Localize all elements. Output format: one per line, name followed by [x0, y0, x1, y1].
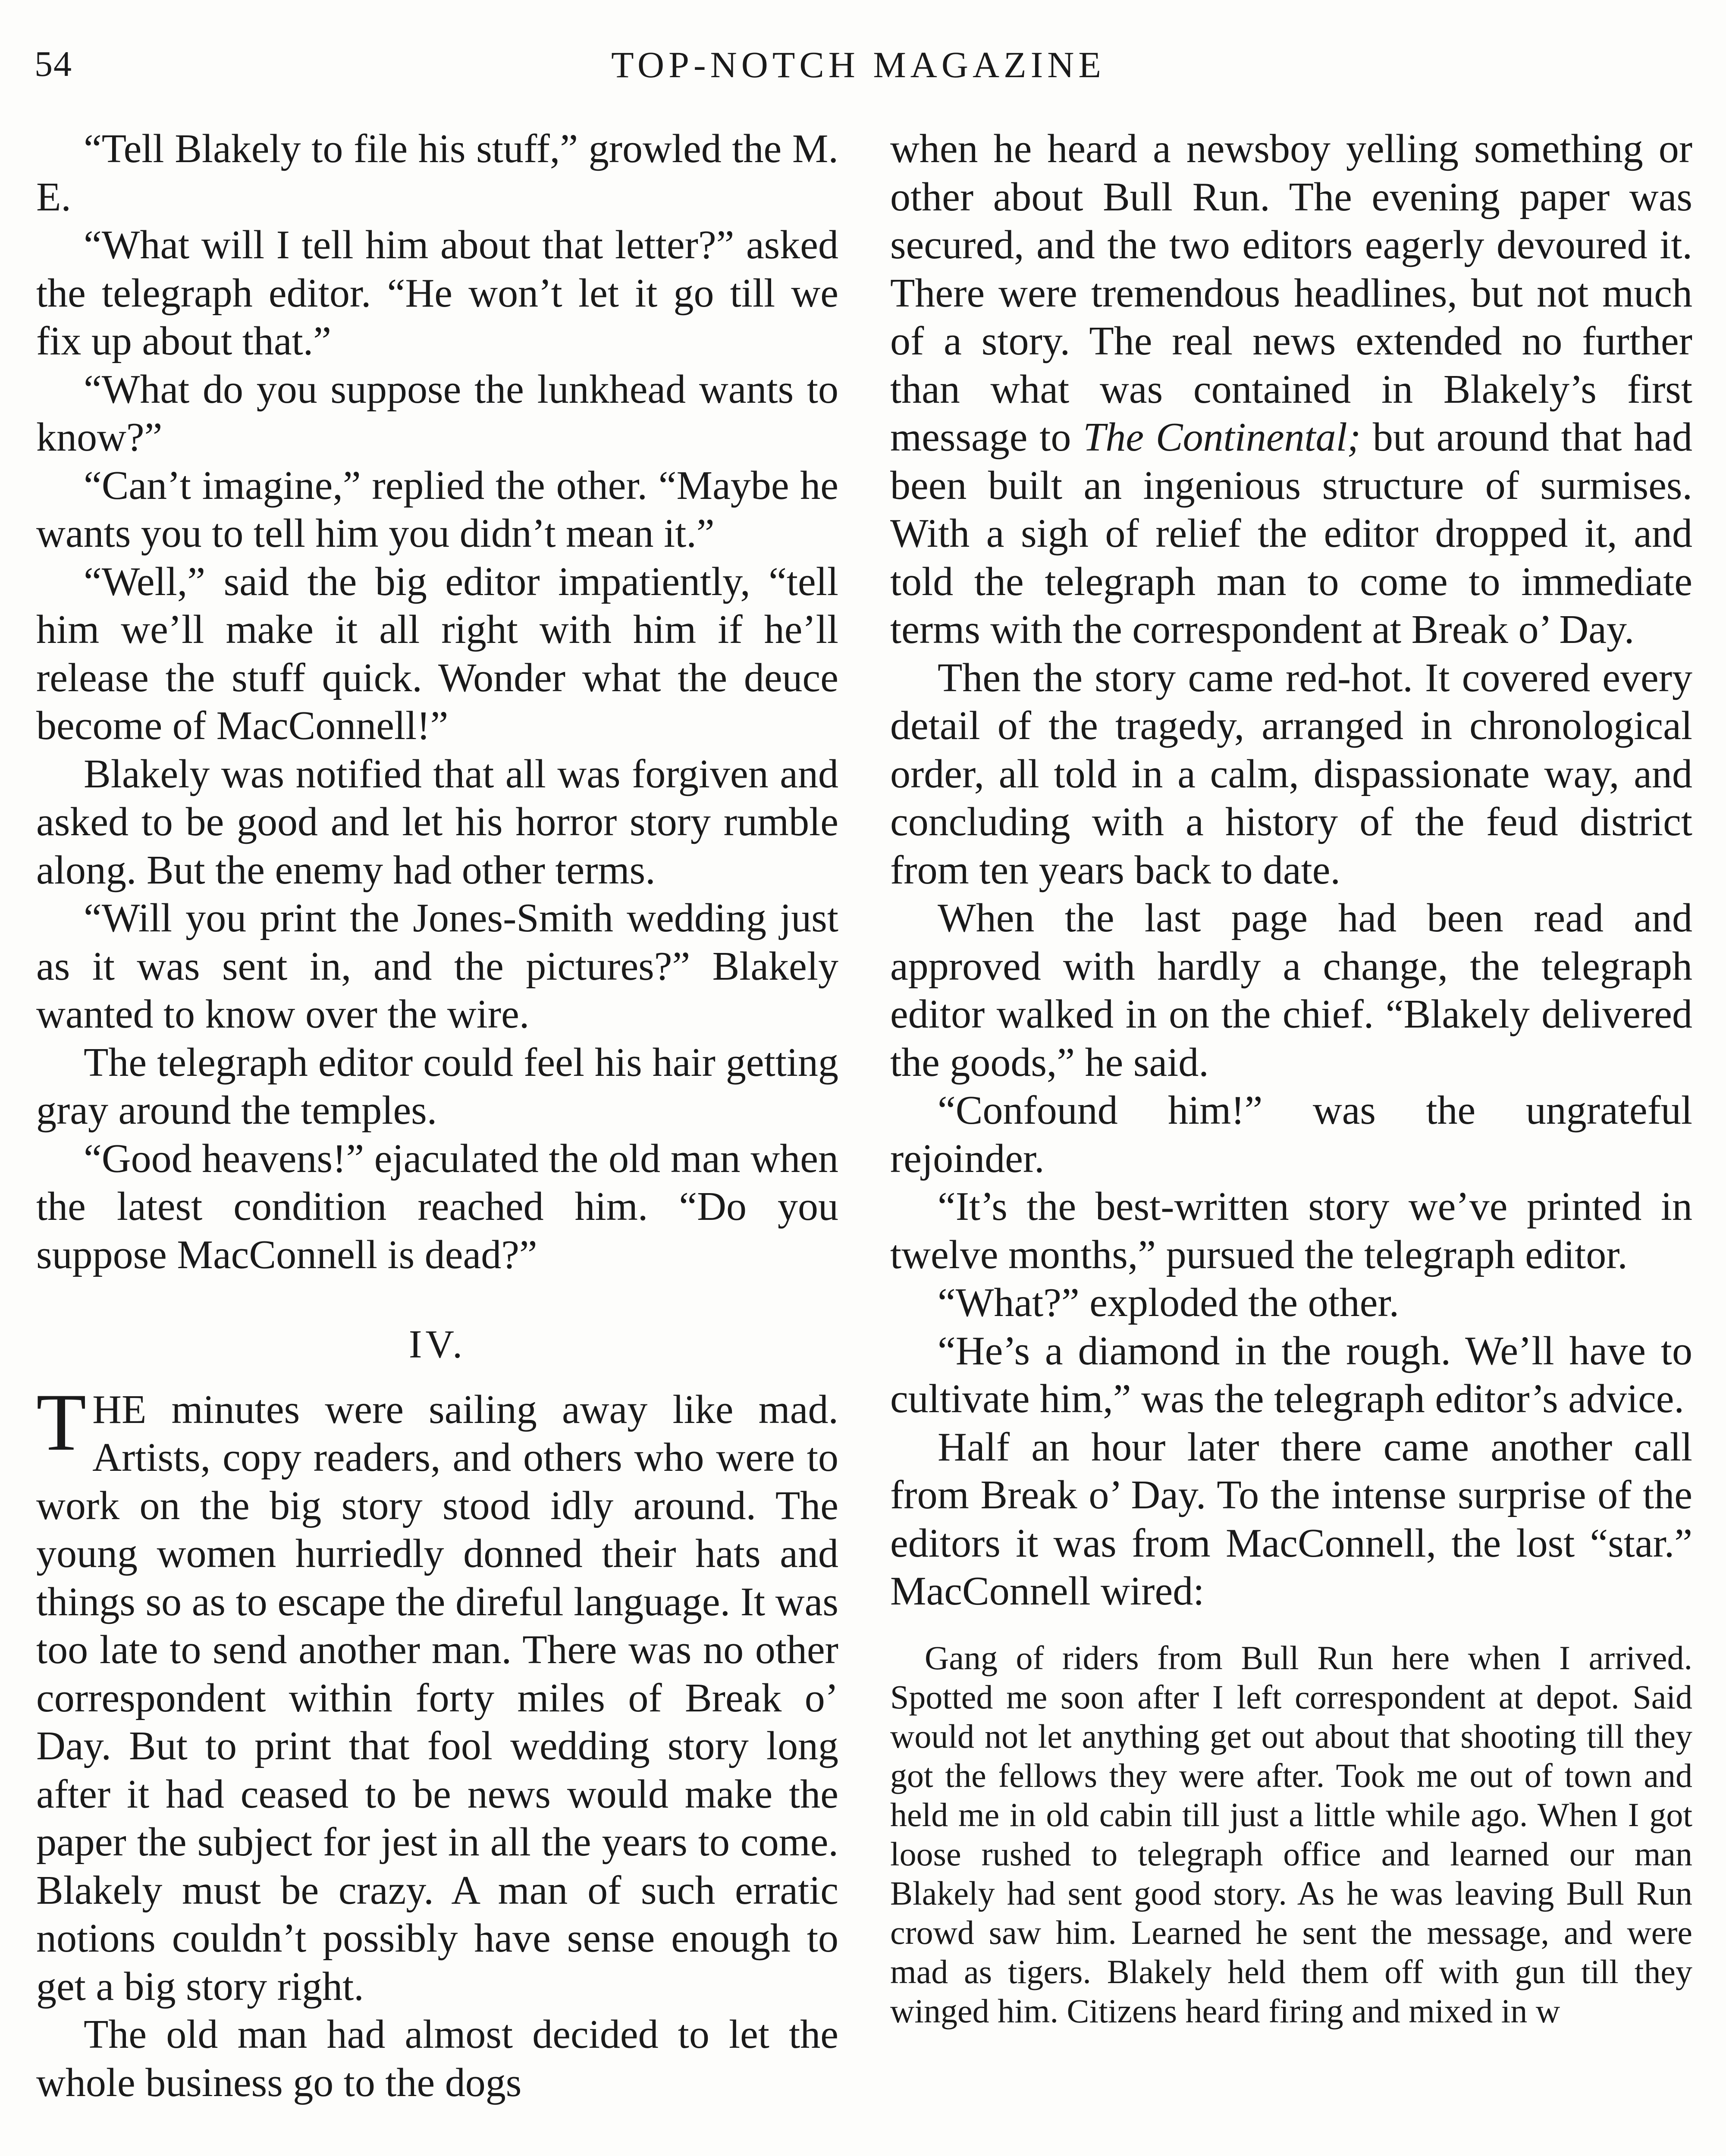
paragraph: “Tell Blakely to file his stuff,” growled the M. E. — [36, 126, 838, 219]
paragraph: When the last page had been read and approved with hardly a change, the telegraph editor walked in on the chief. “Blakely delivered the goods,” he said. — [890, 896, 1692, 1085]
dropcap-paragraph-text: HE minutes were sailing away like mad. Artists, copy readers, and others who were to work on the big story stood idly around. The young women hurriedly donned their hats and things so as to escape the direful language. It was too late to send another man. There was no other correspondent within forty miles of Break o’ Day. But to print that fool wedding story long after it had ceased to be news would make the paper the subject for jest in all the years to come. Blakely must be crazy. A man of such erratic notions couldn’t possibly have sense enough to get a big story right. — [36, 1387, 838, 2009]
paragraph: “It’s the best-written story we’ve printed in twelve months,” pursued the telegraph editor. — [890, 1184, 1692, 1277]
continued-paragraph — [890, 125, 1692, 654]
section-heading: IV. — [408, 1322, 466, 1366]
left-column — [36, 125, 838, 2107]
right-column — [890, 125, 1692, 2031]
page-header — [35, 43, 1682, 95]
paragraph: Blakely was notified that all was forgiven and asked to be good and let his horror story rumble along. But the enemy had other terms. — [36, 751, 838, 893]
paragraph: “What will I tell him about that letter?” asked the telegraph editor. “He won’t let it go till we fix up about that.” — [36, 222, 838, 364]
telegram-block — [890, 1638, 1692, 2031]
paragraph: “Confound him!” was the ungrateful rejoinder. — [890, 1088, 1692, 1181]
newspaper-title: The Continental; — [1083, 415, 1361, 460]
continued-text: when he heard a newsboy yelling something or other about Bull Run. The evening paper was secured, and the two editors eagerly devoured it. There were tremendous headlines, but not much of a story. The real news extended no further than what was contained in Blakely’s first message to — [890, 126, 1692, 460]
drop-cap: T — [36, 1377, 87, 1468]
paragraph: “Well,” said the big editor impatiently, “tell him we’ll make it all right with him if he’ll release the stuff quick. Wonder what the deuce become of MacConnell!” — [36, 559, 838, 748]
paragraph: “Will you print the Jones-Smith wedding just as it was sent in, and the pictures?” Blakely wanted to know over the wire. — [36, 896, 838, 1037]
paragraph: “Can’t imagine,” replied the other. “Maybe he wants you to tell him you didn’t mean it.” — [36, 463, 838, 556]
paragraph: “He’s a diamond in the rough. We’ll have to cultivate him,” was the telegraph editor’s advice. — [890, 1328, 1692, 1421]
continued-text-end: but around that had been built an ingenious structure of surmises. With a sigh of relief the editor dropped it, and told the telegraph man to come to immediate terms with the correspondent at Break o’ Day. — [890, 415, 1692, 652]
paragraph: “What?” exploded the other. — [938, 1280, 1400, 1325]
running-head: TOP-NOTCH MAGAZINE — [611, 44, 1105, 85]
paragraph: The old man had almost decided to let the whole business go to the dogs — [36, 2012, 838, 2105]
telegram-text: Gang of riders from Bull Run here when I arrived. Spotted me soon after I left correspondent at depot. Said would not let anything get out about that shooting till they got the fellows they were after. Took me out of town and held me in old cabin till just a little while ago. When I got loose rushed to telegraph office and learned our man Blakely had sent good story. As he was leaving Bull Run crowd saw him. Learned he sent the message, and were mad as tigers. Blakely held them off with gun till they winged him. Citizens heard firing and mixed in w — [890, 1639, 1692, 2030]
paragraph: The telegraph editor could feel his hair getting gray around the temples. — [36, 1040, 838, 1133]
dropcap-paragraph — [36, 1377, 838, 2011]
paragraph: “What do you suppose the lunkhead wants to know?” — [36, 367, 838, 460]
paragraph: Half an hour later there came another call from Break o’ Day. To the intense surprise of the editors it was from MacConnell, the lost “star.” MacConnell wired: — [890, 1424, 1692, 1614]
paragraph: Then the story came red-hot. It covered every detail of the tragedy, arranged in chronological order, all told in a calm, dispassionate way, and concluding with a history of the feud district from ten years back to date. — [890, 655, 1692, 893]
page-number: 54 — [35, 44, 72, 84]
paragraph: “Good heavens!” ejaculated the old man when the latest condition reached him. “Do you suppose MacConnell is dead?” — [36, 1136, 838, 1277]
